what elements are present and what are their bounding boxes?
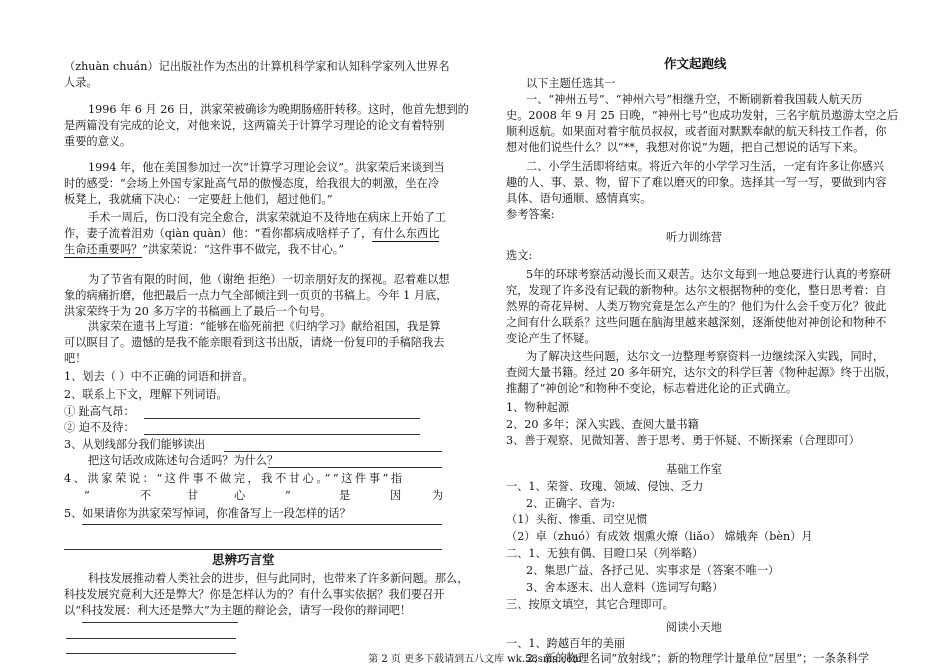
page-footer: 第 2 页 更多下载请到五八文库 wk.58sms.com [368, 654, 582, 665]
text-line: 之间有什么联系？这些问题在脑海里越来越深刻，逐渐使他对神创论和物种不 [506, 316, 887, 329]
text-span: 不 [140, 489, 152, 502]
text-line: 科技发展推动着人类社会的进步，但与此同时，也带来了许多新问题。那么， [88, 572, 469, 585]
text-line: 板凳上，我就痛下决心：一定要赶上他们，超过他们。” [64, 193, 333, 206]
answer-item: 3、舍本逐末、出人意料（选词写句略） [526, 581, 724, 594]
question-5: 5、如果请你为洪家荣写悼词，你准备写上一段怎样的话？ [64, 507, 351, 520]
answer-item: 一、1、荣誉、玫瑰、领域、侵蚀、乏力 [506, 480, 704, 493]
section-title: 阅读小天地 [666, 621, 722, 634]
underlined-sentence: 生命还重要吗？ [64, 243, 143, 256]
text-line: 具体、语句通顺、感情真实。 [506, 192, 652, 205]
text-line: 究，发现了许多没有记载的新物种。达尔文根据物种的变化，整日思考着：自 [506, 284, 887, 297]
text-line: 二、小学生活即将结束。将近六年的小学学习生活，一定有许多让你感兴 [526, 160, 885, 173]
text-span: ”洪家荣说：“这件事不做完，我不甘心。” [142, 243, 345, 256]
text-line: 查阅大量书籍。经过 20 多年研究，达尔文的科学巨著《物种起源》终于出版， [506, 366, 897, 379]
text-span: 甘 [187, 489, 199, 502]
text-line: 选文: [506, 249, 533, 262]
text-line: 5年的环球考察活动漫长而又艰苦。达尔文每到一地总要进行认真的考察研 [526, 268, 892, 281]
answer-item: 二、1、无独有偶、目瞪口呆（列举略） [506, 547, 704, 560]
answer-line[interactable] [64, 549, 442, 550]
text-span: 为 [432, 489, 444, 502]
text-line: 重要的意义。 [64, 135, 132, 148]
text-line [64, 226, 439, 242]
text-line: 可以瞑目了。遗憾的是我不能亲眼看到这书出版，请烧一份复印的手稿陪我去 [64, 336, 445, 349]
answer-line[interactable] [144, 434, 420, 435]
section-title: 听力训练营 [666, 231, 722, 244]
answer-line[interactable] [82, 524, 442, 525]
answer-line[interactable] [82, 622, 238, 623]
question-3: 3、从划线部分我们能够读出 [64, 438, 206, 451]
text-line: 手术一周后，伤口没有完全愈合，洪家荣就迫不及待地在病床上开始了工 [88, 211, 447, 224]
text-span: 作，妻子流着泪劝（qiàn quàn）他：“看你都病成啥样子了， [64, 227, 373, 240]
question-2a: ① 趾高气昂： [64, 405, 135, 418]
answer-item: 1、物种起源 [506, 401, 570, 414]
underlined-sentence: 有什么东西比 [372, 227, 440, 240]
section-title: 作文起跑线 [664, 56, 727, 71]
text-line: 变论产生了怀疑。 [506, 332, 596, 345]
text-line: （zhuàn chuán）记出版社作为杰出的计算机科学家和认知科学家列入世界名 [64, 60, 450, 73]
question-3b: 把这句话改成陈述句合适吗？为什么？ [88, 454, 279, 467]
text-line: 一、“神州五号”、“神州六号”相继升空，不断刷新着我国载人航天历 [526, 93, 863, 106]
text-span: “ [84, 489, 90, 502]
text-line: 为了解决这些问题，达尔文一边整理考察资料一边继续深入实践，同时， [526, 350, 885, 363]
text-line: 人录。 [64, 76, 98, 89]
text-line: 想对他们说些什么？以“**，我想对你说”为题，把自己想说的话写下来。 [506, 141, 865, 154]
question-4: 4、洪家荣说：“这件事不做完，我不甘心。”“这件事”指 [64, 472, 405, 485]
answer-item: （1）头衔、惨重、司空见惯 [506, 513, 648, 526]
text-line: 以“科技发展：利大还是弊大”为主题的辩论会，请写一段你的辩词吧！ [64, 604, 412, 617]
text-span: 因 [390, 489, 402, 502]
text-line: 科技发展究竟利大还是弊大？你是怎样认为的？有什么事实依据？我们要召开 [64, 588, 445, 601]
text-line: 参考答案: [506, 208, 555, 221]
answer-item: 三、按原文填空，其它合理即可。 [506, 598, 674, 611]
answer-line[interactable] [224, 451, 442, 452]
answer-line[interactable] [66, 638, 236, 639]
text-line: 象的病痛折磨，他把最后一点力气全部倾注到一页页的书稿上。今年 1 月底， [64, 289, 448, 302]
text-line: 推翻了“神创论”和物种不变论，标志着进化论的正式确立。 [506, 382, 798, 395]
question-2: 2、联系上下文，理解下列词语。 [64, 388, 228, 401]
text-line: 时的感受：“会场上外国专家趾高气昂的傲慢态度，给我很大的刺激，坐在冷 [64, 177, 439, 190]
answer-item: （2）卓（zhuó）有成效 烟熏火燎（liǎo） 嫦娥奔（bèn）月 [506, 530, 813, 543]
text-span: ” [285, 489, 291, 502]
text-line: 以下主题任选其一 [526, 77, 616, 90]
text-line: 吧！ [64, 352, 87, 365]
answer-line[interactable] [268, 467, 442, 468]
text-line: 洪家荣终于为 20 多万字的书稿画上了最后一个句号。 [64, 305, 332, 318]
text-line: 史。2008 年 9 月 25 日晚，“神州七号”也成功发射，三名宇航员遨游太空之后 [506, 109, 899, 122]
answer-item: 3、善于观察、见微知著、善于思考、勇于怀疑、不断探索（合理即可） [506, 434, 860, 447]
text-line: 1994 年，他在美国参加过一次“计算学习理论会议”。洪家荣后来谈到当 [88, 161, 445, 174]
text-line: 顺利返航。如果面对着宇航员叔叔，或者面对默默奉献的航天科技工作者，你 [506, 125, 887, 138]
question-1: 1、划去（ ）中不正确的词语和拼音。 [64, 370, 254, 383]
answer-line[interactable] [144, 418, 420, 419]
answer-item: 2、正确字、音为: [526, 497, 616, 510]
section-title: 基础工作室 [666, 463, 722, 476]
text-line: 洪家荣在遗书上写道：“能够在临死前把《归纳学习》献给祖国，我是算 [88, 320, 441, 333]
answer-item: 一、1、跨越百年的美丽 [506, 637, 625, 650]
answer-item: 2、新的物理名词“放射线”；新的物理学计量单位“居里”；一条条科学 [526, 652, 870, 665]
text-span: 是 [339, 489, 351, 502]
text-span: 心 [234, 489, 246, 502]
text-line: 然界的奇花异树、人类万物究竟是怎么产生的？他们为什么会千变万化？彼此 [506, 300, 887, 313]
section-title: 思辨巧言堂 [212, 552, 275, 567]
answer-item: 2、20 多年；深入实践、查阅大量书籍 [506, 418, 699, 431]
text-line: 趣的人、事、景、物，留下了难以磨灭的印象。选择其一写一写，要做到内容 [506, 176, 887, 189]
text-line: 1996 年 6 月 26 日，洪家荣被确诊为晚期肠癌肝转移。这时，他首先想到的 [88, 103, 469, 116]
text-line: 是两篇没有完成的论文，对他来说，这两篇关于计算学习理论的论文有着特别 [64, 119, 445, 132]
text-line [64, 242, 344, 258]
answer-item: 2、集思广益、各抒己见、实事求是（答案不唯一） [526, 564, 780, 577]
text-line: 为了节省有限的时间，他（谢绝 拒绝）一切亲朋好友的探视。忍着难以想 [88, 273, 450, 286]
question-4-cont [84, 488, 444, 504]
question-2b: ② 迫不及待： [64, 421, 135, 434]
